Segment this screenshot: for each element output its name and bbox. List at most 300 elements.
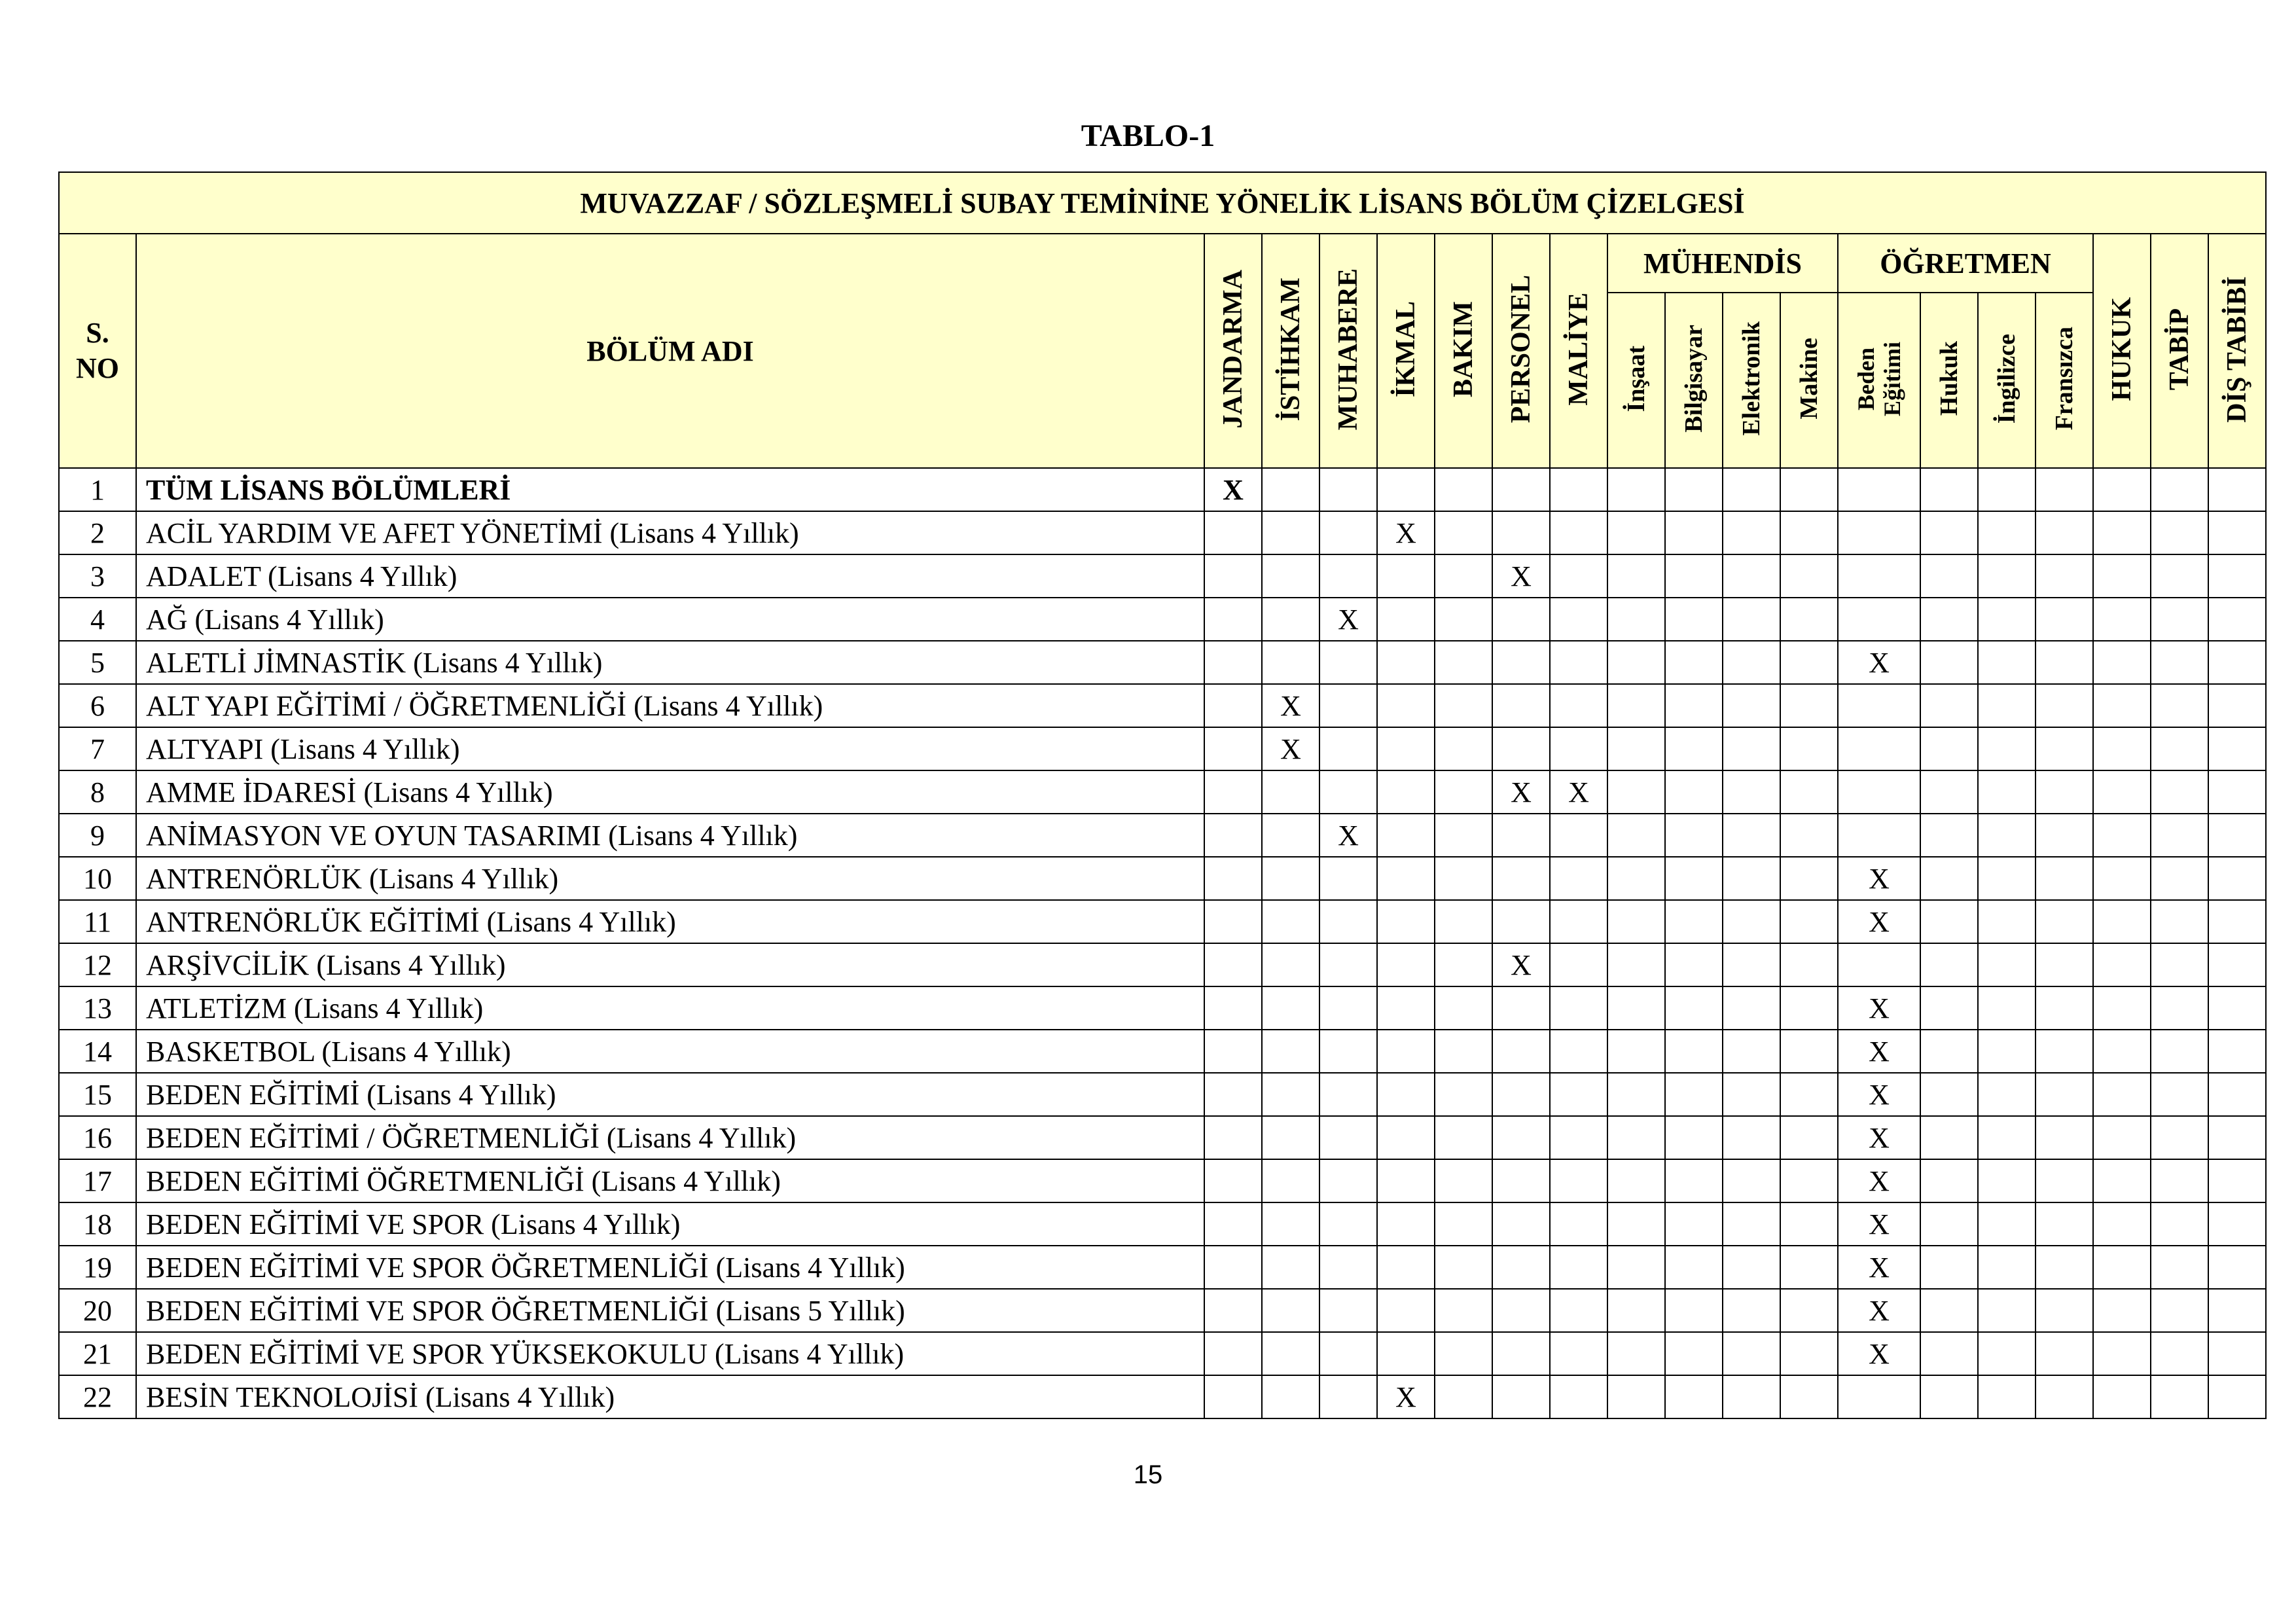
empty-cell — [1319, 1030, 1377, 1073]
empty-cell — [1377, 1289, 1435, 1332]
empty-cell — [1435, 814, 1492, 857]
empty-cell — [1492, 511, 1550, 554]
department-name: ALETLİ JİMNASTİK (Lisans 4 Yıllık) — [136, 641, 1204, 684]
empty-cell — [1920, 814, 1978, 857]
department-name: ANTRENÖRLÜK EĞİTİMİ (Lisans 4 Yıllık) — [136, 900, 1204, 943]
empty-cell — [2093, 943, 2151, 986]
empty-cell — [1550, 684, 1607, 727]
empty-cell — [1838, 684, 1920, 727]
empty-cell — [1204, 1030, 1262, 1073]
empty-cell — [1492, 986, 1550, 1030]
department-name: AĞ (Lisans 4 Yıllık) — [136, 598, 1204, 641]
table-body — [59, 468, 2266, 1418]
empty-cell — [2036, 1073, 2093, 1116]
empty-cell — [1780, 814, 1838, 857]
empty-cell — [2036, 684, 2093, 727]
empty-cell — [1550, 1332, 1607, 1375]
empty-cell — [2093, 1202, 2151, 1246]
col-header-label-line1: Beden — [1853, 347, 1879, 410]
empty-cell — [1780, 1375, 1838, 1418]
empty-cell — [1492, 727, 1550, 770]
empty-cell — [1920, 684, 1978, 727]
empty-cell — [1377, 641, 1435, 684]
empty-cell — [1920, 727, 1978, 770]
empty-cell — [1204, 770, 1262, 814]
empty-cell — [1435, 1073, 1492, 1116]
empty-cell — [2208, 1202, 2266, 1246]
empty-cell — [1377, 468, 1435, 511]
table-row — [59, 511, 2266, 554]
empty-cell — [1204, 986, 1262, 1030]
department-name: ANİMASYON VE OYUN TASARIMI (Lisans 4 Yıllık) — [136, 814, 1204, 857]
empty-cell — [2093, 986, 2151, 1030]
empty-cell — [1550, 1202, 1607, 1246]
table-row — [59, 641, 2266, 684]
empty-cell — [1377, 727, 1435, 770]
empty-cell — [1319, 684, 1377, 727]
empty-cell — [2151, 1159, 2208, 1202]
empty-cell — [1435, 1202, 1492, 1246]
row-number: 5 — [59, 641, 136, 684]
empty-cell — [1550, 943, 1607, 986]
empty-cell — [1780, 770, 1838, 814]
empty-cell — [1550, 1159, 1607, 1202]
empty-cell — [1838, 770, 1920, 814]
empty-cell — [1550, 814, 1607, 857]
empty-cell — [1665, 986, 1723, 1030]
empty-cell — [1262, 770, 1319, 814]
empty-cell — [1550, 511, 1607, 554]
empty-cell — [1978, 1159, 2036, 1202]
col-header-label: HUKUK — [2107, 297, 2137, 401]
empty-cell — [1435, 770, 1492, 814]
empty-cell — [1723, 1073, 1780, 1116]
empty-cell — [1204, 1073, 1262, 1116]
col-header-ingilizce — [1978, 293, 2036, 468]
empty-cell — [1319, 1332, 1377, 1375]
empty-cell — [1920, 900, 1978, 943]
empty-cell — [1838, 1375, 1920, 1418]
empty-cell — [2151, 814, 2208, 857]
col-header-label: BAKIM — [1448, 301, 1479, 397]
empty-cell — [1377, 1332, 1435, 1375]
empty-cell — [2036, 1375, 2093, 1418]
empty-cell — [2208, 554, 2266, 598]
empty-cell — [2036, 900, 2093, 943]
empty-cell — [2151, 641, 2208, 684]
table-row — [59, 598, 2266, 641]
empty-cell — [1780, 684, 1838, 727]
empty-cell — [1435, 1289, 1492, 1332]
empty-cell — [1607, 641, 1665, 684]
empty-cell — [1262, 900, 1319, 943]
empty-cell — [1723, 1289, 1780, 1332]
empty-cell — [1377, 1030, 1435, 1073]
empty-cell — [1838, 468, 1920, 511]
empty-cell — [1435, 900, 1492, 943]
empty-cell — [1492, 900, 1550, 943]
empty-cell — [2151, 943, 2208, 986]
group-header-ogretmen: ÖĞRETMEN — [1838, 234, 2093, 293]
empty-cell — [1550, 1246, 1607, 1289]
empty-cell — [2208, 1159, 2266, 1202]
empty-cell — [1665, 1332, 1723, 1375]
empty-cell — [1550, 468, 1607, 511]
empty-cell — [1607, 943, 1665, 986]
empty-cell — [2093, 554, 2151, 598]
sno-header-line1: S. — [86, 317, 109, 349]
empty-cell — [1665, 770, 1723, 814]
empty-cell — [1920, 1246, 1978, 1289]
empty-cell — [1377, 684, 1435, 727]
empty-cell — [2151, 1202, 2208, 1246]
empty-cell — [2036, 1159, 2093, 1202]
table-row — [59, 857, 2266, 900]
empty-cell — [1204, 1116, 1262, 1159]
mark-cell: X — [1377, 1375, 1435, 1418]
empty-cell — [1204, 641, 1262, 684]
document-title: TABLO-1 — [1081, 118, 1215, 153]
empty-cell — [1435, 1246, 1492, 1289]
empty-cell — [2036, 1332, 2093, 1375]
empty-cell — [1319, 1116, 1377, 1159]
col-header-jandarma — [1204, 234, 1262, 468]
empty-cell — [2036, 1202, 2093, 1246]
table-row — [59, 727, 2266, 770]
row-number: 6 — [59, 684, 136, 727]
empty-cell — [1262, 511, 1319, 554]
table-row — [59, 1159, 2266, 1202]
empty-cell — [2151, 1332, 2208, 1375]
empty-cell — [1978, 1030, 2036, 1073]
empty-cell — [1492, 468, 1550, 511]
empty-cell — [1262, 1116, 1319, 1159]
department-name: BEDEN EĞİTİMİ VE SPOR YÜKSEKOKULU (Lisans 4 Yıllık) — [136, 1332, 1204, 1375]
col-header-label: TABİP — [2164, 308, 2195, 391]
empty-cell — [1435, 468, 1492, 511]
empty-cell — [1723, 1116, 1780, 1159]
mark-cell: X — [1838, 641, 1920, 684]
empty-cell — [1435, 554, 1492, 598]
empty-cell — [1920, 857, 1978, 900]
empty-cell — [1920, 1159, 1978, 1202]
row-number: 2 — [59, 511, 136, 554]
empty-cell — [1723, 468, 1780, 511]
empty-cell — [1780, 598, 1838, 641]
empty-cell — [1920, 468, 1978, 511]
empty-cell — [1723, 986, 1780, 1030]
empty-cell — [1780, 1159, 1838, 1202]
table-row — [59, 943, 2266, 986]
empty-cell — [1723, 511, 1780, 554]
empty-cell — [1492, 1332, 1550, 1375]
empty-cell — [2208, 1073, 2266, 1116]
empty-cell — [1319, 1073, 1377, 1116]
empty-cell — [2036, 641, 2093, 684]
empty-cell — [1723, 1159, 1780, 1202]
empty-cell — [2151, 468, 2208, 511]
empty-cell — [1607, 986, 1665, 1030]
row-number: 3 — [59, 554, 136, 598]
empty-cell — [1550, 727, 1607, 770]
col-header-label: İngilizce — [1993, 333, 2020, 424]
empty-cell — [1780, 554, 1838, 598]
empty-cell — [1262, 1202, 1319, 1246]
empty-cell — [1780, 727, 1838, 770]
mark-cell: X — [1319, 598, 1377, 641]
empty-cell — [2208, 1332, 2266, 1375]
empty-cell — [2151, 986, 2208, 1030]
empty-cell — [1435, 943, 1492, 986]
col-header-bakim — [1435, 234, 1492, 468]
empty-cell — [2093, 641, 2151, 684]
empty-cell — [1435, 1332, 1492, 1375]
empty-cell — [1780, 1030, 1838, 1073]
empty-cell — [1978, 641, 2036, 684]
empty-cell — [1838, 814, 1920, 857]
empty-cell — [2208, 727, 2266, 770]
col-header-ikmal — [1377, 234, 1435, 468]
empty-cell — [2208, 857, 2266, 900]
empty-cell — [2036, 770, 2093, 814]
empty-cell — [1435, 1375, 1492, 1418]
empty-cell — [2151, 1246, 2208, 1289]
empty-cell — [2036, 511, 2093, 554]
empty-cell — [1665, 598, 1723, 641]
empty-cell — [2093, 770, 2151, 814]
empty-cell — [1723, 684, 1780, 727]
col-header-tabip — [2151, 234, 2208, 468]
empty-cell — [1262, 1289, 1319, 1332]
mark-cell: X — [1838, 1202, 1920, 1246]
empty-cell — [1978, 1332, 2036, 1375]
mark-cell: X — [1838, 1116, 1920, 1159]
empty-cell — [1550, 641, 1607, 684]
col-header-label: DİŞ TABİBİ — [2222, 276, 2252, 423]
department-name: BESİN TEKNOLOJİSİ (Lisans 4 Yıllık) — [136, 1375, 1204, 1418]
col-header-beden-egitimi — [1838, 293, 1920, 468]
empty-cell — [1204, 511, 1262, 554]
empty-cell — [2036, 1246, 2093, 1289]
empty-cell — [2208, 900, 2266, 943]
empty-cell — [2151, 511, 2208, 554]
empty-cell — [1262, 1159, 1319, 1202]
empty-cell — [1978, 1202, 2036, 1246]
empty-cell — [1607, 770, 1665, 814]
empty-cell — [1780, 1202, 1838, 1246]
col-header-bilgisayar — [1665, 293, 1723, 468]
sno-header-line2: NO — [76, 352, 119, 384]
empty-cell — [2093, 1246, 2151, 1289]
empty-cell — [1780, 468, 1838, 511]
empty-cell — [2208, 943, 2266, 986]
empty-cell — [1319, 1246, 1377, 1289]
empty-cell — [1319, 468, 1377, 511]
empty-cell — [1780, 1073, 1838, 1116]
empty-cell — [2036, 1030, 2093, 1073]
table-row — [59, 684, 2266, 727]
empty-cell — [1550, 598, 1607, 641]
empty-cell — [1780, 1332, 1838, 1375]
empty-cell — [1920, 641, 1978, 684]
empty-cell — [1204, 598, 1262, 641]
empty-cell — [1978, 943, 2036, 986]
empty-cell — [2208, 1246, 2266, 1289]
empty-cell — [2093, 468, 2151, 511]
row-number: 11 — [59, 900, 136, 943]
empty-cell — [1492, 1030, 1550, 1073]
empty-cell — [2036, 857, 2093, 900]
empty-cell — [1204, 857, 1262, 900]
empty-cell — [1319, 1159, 1377, 1202]
table-row — [59, 1375, 2266, 1418]
table-row — [59, 1202, 2266, 1246]
col-header-personel — [1492, 234, 1550, 468]
empty-cell — [2093, 684, 2151, 727]
col-header-label: Makine — [1795, 338, 1823, 420]
empty-cell — [2208, 1375, 2266, 1418]
empty-cell — [1920, 1332, 1978, 1375]
table-row — [59, 468, 2266, 511]
empty-cell — [1607, 900, 1665, 943]
col-header-label — [1853, 317, 1905, 441]
empty-cell — [2093, 814, 2151, 857]
empty-cell — [2151, 900, 2208, 943]
row-number: 7 — [59, 727, 136, 770]
empty-cell — [2151, 598, 2208, 641]
col-header-label: Elektronik — [1738, 321, 1765, 436]
empty-cell — [1607, 1116, 1665, 1159]
col-header-insaat — [1607, 293, 1665, 468]
empty-cell — [1978, 1375, 2036, 1418]
row-number: 17 — [59, 1159, 136, 1202]
mark-cell: X — [1204, 468, 1262, 511]
empty-cell — [1204, 1289, 1262, 1332]
department-name: TÜM LİSANS BÖLÜMLERİ — [136, 468, 1204, 511]
empty-cell — [1435, 1159, 1492, 1202]
table-row — [59, 554, 2266, 598]
empty-cell — [1607, 468, 1665, 511]
empty-cell — [1978, 684, 2036, 727]
empty-cell — [1204, 1246, 1262, 1289]
empty-cell — [1377, 1202, 1435, 1246]
empty-cell — [1377, 770, 1435, 814]
empty-cell — [1550, 554, 1607, 598]
empty-cell — [2208, 986, 2266, 1030]
mark-cell: X — [1492, 943, 1550, 986]
empty-cell — [2151, 727, 2208, 770]
empty-cell — [2208, 814, 2266, 857]
empty-cell — [1607, 814, 1665, 857]
col-header-label: PERSONEL — [1506, 275, 1536, 424]
empty-cell — [1204, 1375, 1262, 1418]
empty-cell — [2036, 814, 2093, 857]
empty-cell — [1262, 598, 1319, 641]
empty-cell — [1319, 1202, 1377, 1246]
empty-cell — [2036, 1289, 2093, 1332]
empty-cell — [1435, 511, 1492, 554]
table-row — [59, 1289, 2266, 1332]
empty-cell — [1978, 770, 2036, 814]
col-header-label: İKMAL — [1391, 301, 1421, 397]
empty-cell — [1978, 986, 2036, 1030]
empty-cell — [1377, 1159, 1435, 1202]
empty-cell — [1665, 1289, 1723, 1332]
empty-cell — [1550, 1030, 1607, 1073]
department-name: BEDEN EĞİTİMİ VE SPOR (Lisans 4 Yıllık) — [136, 1202, 1204, 1246]
empty-cell — [1492, 1375, 1550, 1418]
empty-cell — [1978, 727, 2036, 770]
mark-cell: X — [1838, 1030, 1920, 1073]
empty-cell — [1377, 1116, 1435, 1159]
empty-cell — [1665, 684, 1723, 727]
empty-cell — [1435, 684, 1492, 727]
empty-cell — [1978, 468, 2036, 511]
empty-cell — [2036, 468, 2093, 511]
empty-cell — [1607, 1030, 1665, 1073]
empty-cell — [2036, 986, 2093, 1030]
empty-cell — [1319, 986, 1377, 1030]
empty-cell — [1204, 1159, 1262, 1202]
empty-cell — [1262, 943, 1319, 986]
empty-cell — [1607, 1375, 1665, 1418]
empty-cell — [1262, 1332, 1319, 1375]
empty-cell — [1262, 1375, 1319, 1418]
mark-cell: X — [1492, 554, 1550, 598]
row-number: 4 — [59, 598, 136, 641]
empty-cell — [2208, 1116, 2266, 1159]
department-name: BASKETBOL (Lisans 4 Yıllık) — [136, 1030, 1204, 1073]
empty-cell — [1377, 857, 1435, 900]
empty-cell — [2093, 1375, 2151, 1418]
empty-cell — [2093, 511, 2151, 554]
empty-cell — [1435, 857, 1492, 900]
empty-cell — [1665, 857, 1723, 900]
empty-cell — [2093, 1159, 2151, 1202]
empty-cell — [1262, 986, 1319, 1030]
row-number: 22 — [59, 1375, 136, 1418]
empty-cell — [1723, 900, 1780, 943]
empty-cell — [2208, 641, 2266, 684]
row-number: 10 — [59, 857, 136, 900]
empty-cell — [1920, 1202, 1978, 1246]
department-name: BEDEN EĞİTİMİ VE SPOR ÖĞRETMENLİĞİ (Lisans 5 Yıllık) — [136, 1289, 1204, 1332]
col-header-label: Fransızca — [2051, 327, 2078, 431]
empty-cell — [1492, 814, 1550, 857]
empty-cell — [2151, 1375, 2208, 1418]
empty-cell — [1723, 814, 1780, 857]
empty-cell — [1262, 814, 1319, 857]
empty-cell — [2151, 1073, 2208, 1116]
empty-cell — [1838, 598, 1920, 641]
empty-cell — [1492, 1246, 1550, 1289]
table-row — [59, 1246, 2266, 1289]
col-header-istihkam — [1262, 234, 1319, 468]
empty-cell — [1262, 1246, 1319, 1289]
mark-cell: X — [1838, 1073, 1920, 1116]
empty-cell — [1435, 1116, 1492, 1159]
col-header-label: Hukuk — [1935, 341, 1963, 416]
empty-cell — [1723, 770, 1780, 814]
empty-cell — [1838, 727, 1920, 770]
mark-cell: X — [1492, 770, 1550, 814]
empty-cell — [2208, 770, 2266, 814]
row-number: 9 — [59, 814, 136, 857]
empty-cell — [2093, 857, 2151, 900]
empty-cell — [1920, 1375, 1978, 1418]
empty-cell — [1978, 598, 2036, 641]
empty-cell — [1723, 857, 1780, 900]
